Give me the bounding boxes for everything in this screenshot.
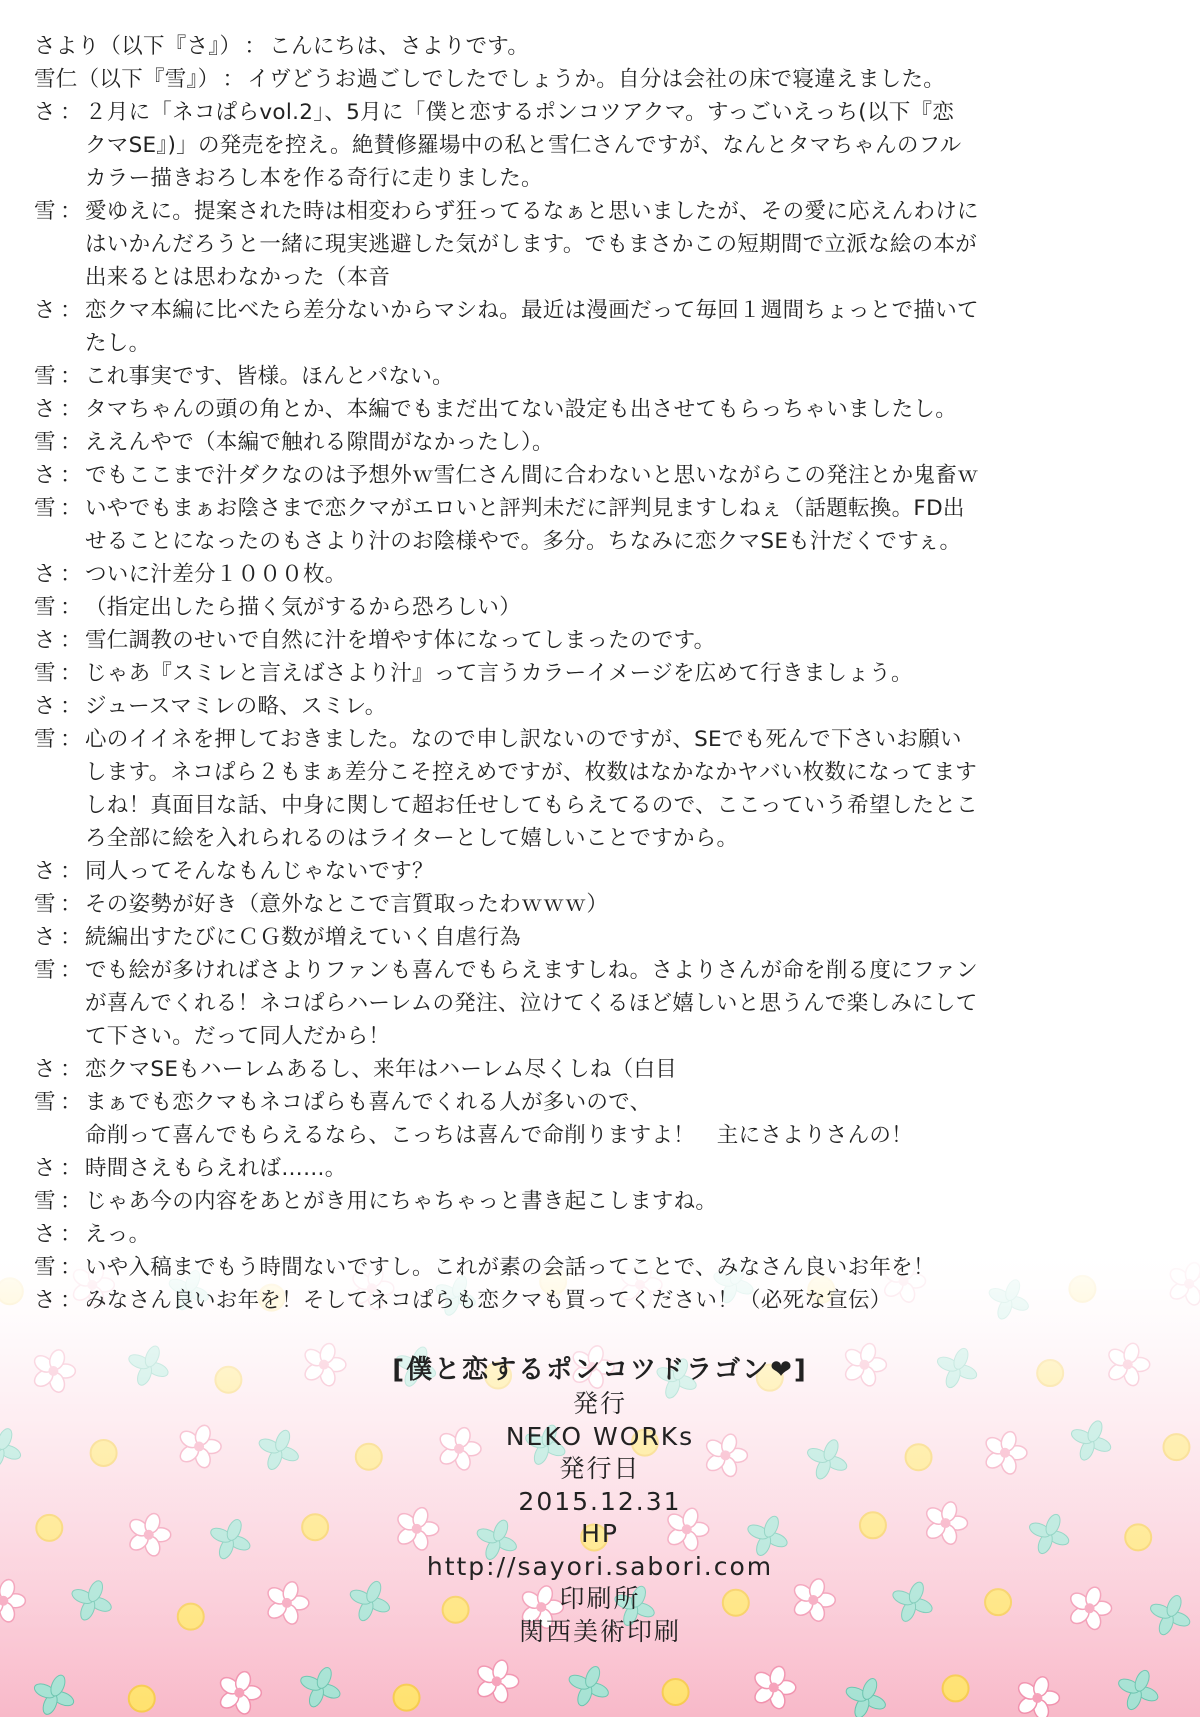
speech-text	[85, 624, 1174, 657]
speech-text	[85, 1218, 1174, 1251]
speech-text	[85, 723, 1174, 855]
speech-line: ええんやで（本編で触れる隙間がなかったし）。	[85, 430, 554, 455]
speech-line: 愛ゆえに。提案された時は相変わらず狂ってるなぁと思いましたが、その愛に応えんわけに	[85, 199, 979, 224]
dialogue-entry	[34, 459, 1174, 492]
speech-text	[85, 1053, 1174, 1086]
speech-text	[85, 657, 1174, 690]
speech-line: クマSE』)」の発売を控え。絶賛修羅場中の私と雪仁さんですが、なんとタマちゃんのフル	[85, 133, 962, 158]
speaker-label: 雪	[34, 727, 56, 752]
dialogue-entry	[34, 558, 1174, 591]
book-title: [僕と恋するポンコツドラゴン❤]	[392, 1355, 808, 1385]
speech-line: ついに汁差分１０００枚。	[85, 562, 347, 587]
speaker-separator: ：	[60, 430, 82, 455]
speech-line: カラー描きおろし本を作る奇行に走りました。	[85, 166, 543, 191]
speech-line: 同人ってそんなもんじゃないです？	[85, 859, 434, 884]
speaker-label: 雪	[34, 430, 56, 455]
speech-text	[85, 360, 1174, 393]
speech-text	[85, 690, 1174, 723]
speech-line: イヴどうお過ごしでしたでしょうか。自分は会社の床で寝違えました。	[247, 67, 946, 92]
dialogue-entry	[34, 360, 1174, 393]
speech-line: 恋クマ本編に比べたら差分ないからマシね。最近は漫画だって毎回１週間ちょっとで描いて	[85, 298, 979, 323]
speech-line: 時間さえもらえれば……。	[85, 1156, 347, 1181]
speech-text	[85, 426, 1174, 459]
publisher-label: 発行	[572, 1389, 627, 1418]
dialogue-text	[34, 30, 1174, 1317]
speech-text	[85, 492, 1174, 558]
dialogue-entry	[34, 294, 1174, 360]
speaker-label: 雪	[34, 1189, 56, 1214]
speaker-separator: ：	[60, 298, 82, 323]
speech-line: 恋クマSEもハーレムあるし、来年はハーレム尽くしね（白目	[85, 1057, 678, 1082]
speaker-separator: ：	[60, 496, 82, 521]
speech-text	[85, 954, 1174, 1053]
dialogue-entry	[34, 624, 1174, 657]
speech-text	[85, 921, 1174, 954]
speech-line: じゃあ今の内容をあとがき用にちゃちゃっと書き起こしますね。	[85, 1189, 718, 1214]
speaker-label: 雪	[34, 595, 56, 620]
speech-line: 心のイイネを押しておきました。なので申し訳ないのですが、SEでも死んで下さいお願い	[85, 727, 962, 752]
speaker-label: さ	[34, 925, 56, 950]
speaker-separator: ：	[222, 67, 245, 92]
speech-text	[85, 294, 1174, 360]
speaker-label: 雪	[34, 892, 56, 917]
speaker-separator: ：	[60, 199, 82, 224]
speech-line: します。ネコぱら２もまぁ差分こそ控えめですが、枚数はなかなかヤバい枚数になってます	[85, 760, 978, 785]
speaker-separator: ：	[60, 463, 82, 488]
dialogue-entry	[34, 1152, 1174, 1185]
dialogue-entry	[34, 690, 1174, 723]
dialogue-entry	[34, 393, 1174, 426]
speaker-separator: ：	[244, 34, 267, 59]
speaker-label: さ	[34, 1288, 56, 1313]
speech-line: じゃあ『スミレと言えばさより汁』って言うカラーイメージを広めて行きましょう。	[85, 661, 913, 686]
speaker-separator: ：	[60, 628, 82, 653]
speech-line: これ事実です、皆様。ほんとパない。	[85, 364, 454, 389]
speaker-label: 雪	[34, 661, 56, 686]
speech-line: いや入稿までもう時間ないですし。これが素の会話ってことで、みなさん良いお年を！	[85, 1255, 935, 1280]
dialogue-entry	[34, 591, 1174, 624]
speaker-label: さ	[34, 562, 56, 587]
speech-text	[247, 63, 1174, 96]
dialogue-entry	[34, 1053, 1174, 1086]
speech-line: みなさん良いお年を！そしてネコぱらも恋クマも買ってください！（必死な宣伝）	[85, 1288, 892, 1313]
speaker-separator: ：	[60, 1090, 82, 1115]
speaker-label: さ	[34, 1222, 56, 1247]
speaker-separator: ：	[60, 661, 82, 686]
dialogue-entry	[34, 657, 1174, 690]
speaker-separator: ：	[60, 562, 82, 587]
speaker-separator: ：	[60, 925, 82, 950]
speech-line: えっ。	[85, 1222, 151, 1247]
publish-date: 2015.12.31	[518, 1486, 682, 1516]
speech-line: て下さい。だって同人だから！	[85, 1024, 391, 1049]
speaker-label: 雪	[34, 1090, 56, 1115]
speaker-label: 雪仁（以下『雪』）	[34, 67, 220, 92]
dialogue-entry	[34, 1185, 1174, 1218]
dialogue-entry	[34, 888, 1174, 921]
publish-date-label: 発行日	[559, 1454, 641, 1483]
speech-line: タマちゃんの頭の角とか、本編でもまだ出てない設定も出させてもらっちゃいましたし。	[85, 397, 958, 422]
speech-text	[85, 1086, 1174, 1152]
speaker-label: さ	[34, 397, 56, 422]
speech-line: でもここまで汁ダクなのは予想外ｗ雪仁さん間に合わないと思いながらこの発注とか鬼畜ｗ	[85, 463, 979, 488]
speech-text	[85, 888, 1174, 921]
speech-text	[85, 195, 1174, 294]
dialogue-entry	[34, 1284, 1174, 1317]
dialogue-entry	[34, 723, 1174, 855]
speaker-separator: ：	[60, 1255, 82, 1280]
speech-line: こんにちは、さよりです。	[269, 34, 530, 59]
speech-text	[85, 558, 1174, 591]
speech-text	[85, 1152, 1174, 1185]
speech-line: ジュースマミレの略、スミレ。	[85, 694, 387, 719]
speech-text	[85, 1185, 1174, 1218]
speaker-separator: ：	[60, 1189, 82, 1214]
speaker-label: 雪	[34, 364, 56, 389]
speech-line: （指定出したら描く気がするから恐ろしい）	[85, 595, 522, 620]
speaker-label: さより（以下『さ』）	[34, 34, 242, 59]
dialogue-entry	[34, 96, 1174, 195]
speech-line: いやでもまぁお陰さまで恋クマがエロいと評判未だに評判見ますしねぇ（話題転換。FD出	[85, 496, 965, 521]
speaker-label: さ	[34, 694, 56, 719]
speaker-label: さ	[34, 298, 56, 323]
colophon	[0, 1352, 1200, 1648]
speech-line: その姿勢が好き（意外なとこで言質取ったわｗｗｗ）	[85, 892, 609, 917]
speaker-label: さ	[34, 1156, 56, 1181]
dialogue-entry	[34, 855, 1174, 888]
speech-text	[85, 96, 1174, 195]
speaker-label: 雪	[34, 199, 56, 224]
speaker-separator: ：	[60, 958, 82, 983]
speaker-separator: ：	[60, 364, 82, 389]
dialogue-entry	[34, 30, 1174, 63]
dialogue-entry	[34, 195, 1174, 294]
speaker-label: 雪	[34, 496, 56, 521]
speech-line: 雪仁調教のせいで自然に汁を増やす体になってしまったのです。	[85, 628, 716, 653]
speech-text	[85, 855, 1174, 888]
publisher-name: NEKO WORKs	[505, 1421, 695, 1451]
speech-line: 続編出すたびにＣＧ数が増えていく自虐行為	[85, 925, 522, 950]
speaker-label: さ	[34, 1057, 56, 1082]
speaker-label: さ	[34, 463, 56, 488]
speech-line: しね！真面目な話、中身に関して超お任せしてもらえてるので、ここっていう希望したとこ	[85, 793, 978, 818]
speech-line: でも絵が多ければさよりファンも喜んでもらえますしね。さよりさんが命を削る度にファン	[85, 958, 978, 983]
speech-line: まぁでも恋クマもネコぱらも喜んでくれる人が多いので、	[85, 1090, 652, 1115]
speaker-label: 雪	[34, 958, 56, 983]
dialogue-entry	[34, 492, 1174, 558]
speech-line: せることになったのもさより汁のお陰様やで。多分。ちなみに恋クマSEも汁だくですぇ。	[85, 529, 962, 554]
speaker-separator: ：	[60, 1288, 82, 1313]
speech-text	[85, 591, 1174, 624]
printer-name: 関西美術印刷	[518, 1616, 681, 1646]
speaker-separator: ：	[60, 1156, 82, 1181]
speaker-label: さ	[34, 628, 56, 653]
dialogue-entry	[34, 63, 1174, 96]
speaker-separator: ：	[60, 694, 82, 719]
speaker-separator: ：	[60, 727, 82, 752]
speech-line: 命削って喜んでもらえるなら、こっちは喜んで命削りますよ！ 主にさよりさんの！	[85, 1123, 913, 1148]
speaker-separator: ：	[60, 397, 82, 422]
homepage-url: http://sayori.sabori.com	[426, 1551, 774, 1581]
printer-label: 印刷所	[559, 1584, 641, 1613]
dialogue-entry	[34, 1251, 1174, 1284]
speech-line: が喜んでくれる！ネコぱらハーレムの発注、泣けてくるほど嬉しいと思うんで楽しみにして	[85, 991, 978, 1016]
speech-text	[85, 393, 1174, 426]
speech-text	[85, 1284, 1174, 1317]
dialogue-entry	[34, 426, 1174, 459]
speech-line: ２月に「ネコぱらvol.2」、5月に「僕と恋するポンコツアクマ。すっごいえっち(以下『恋	[85, 100, 955, 125]
speaker-separator: ：	[60, 100, 82, 125]
speech-line: 出来るとは思わなかった（本音	[85, 265, 391, 290]
speaker-label: 雪	[34, 1255, 56, 1280]
speaker-label: さ	[34, 859, 56, 884]
speech-line: はいかんだろうと一緒に現実逃避した気がします。でもまさかこの短期間で立派な絵の本が	[85, 232, 978, 257]
speaker-separator: ：	[60, 595, 82, 620]
dialogue-entry	[34, 954, 1174, 1053]
dialogue-entry	[34, 921, 1174, 954]
speaker-separator: ：	[60, 892, 82, 917]
homepage-label: HP	[581, 1519, 619, 1548]
speech-line: ろ全部に絵を入れられるのはライターとして嬉しいことですから。	[85, 826, 739, 851]
speaker-separator: ：	[60, 859, 82, 884]
speech-text	[269, 30, 1174, 63]
speaker-separator: ：	[60, 1222, 82, 1247]
speech-line: たし。	[85, 331, 151, 356]
speech-text	[85, 1251, 1174, 1284]
dialogue-entry	[34, 1086, 1174, 1152]
speaker-separator: ：	[60, 1057, 82, 1082]
speaker-label: さ	[34, 100, 56, 125]
speech-text	[85, 459, 1174, 492]
dialogue-entry	[34, 1218, 1174, 1251]
